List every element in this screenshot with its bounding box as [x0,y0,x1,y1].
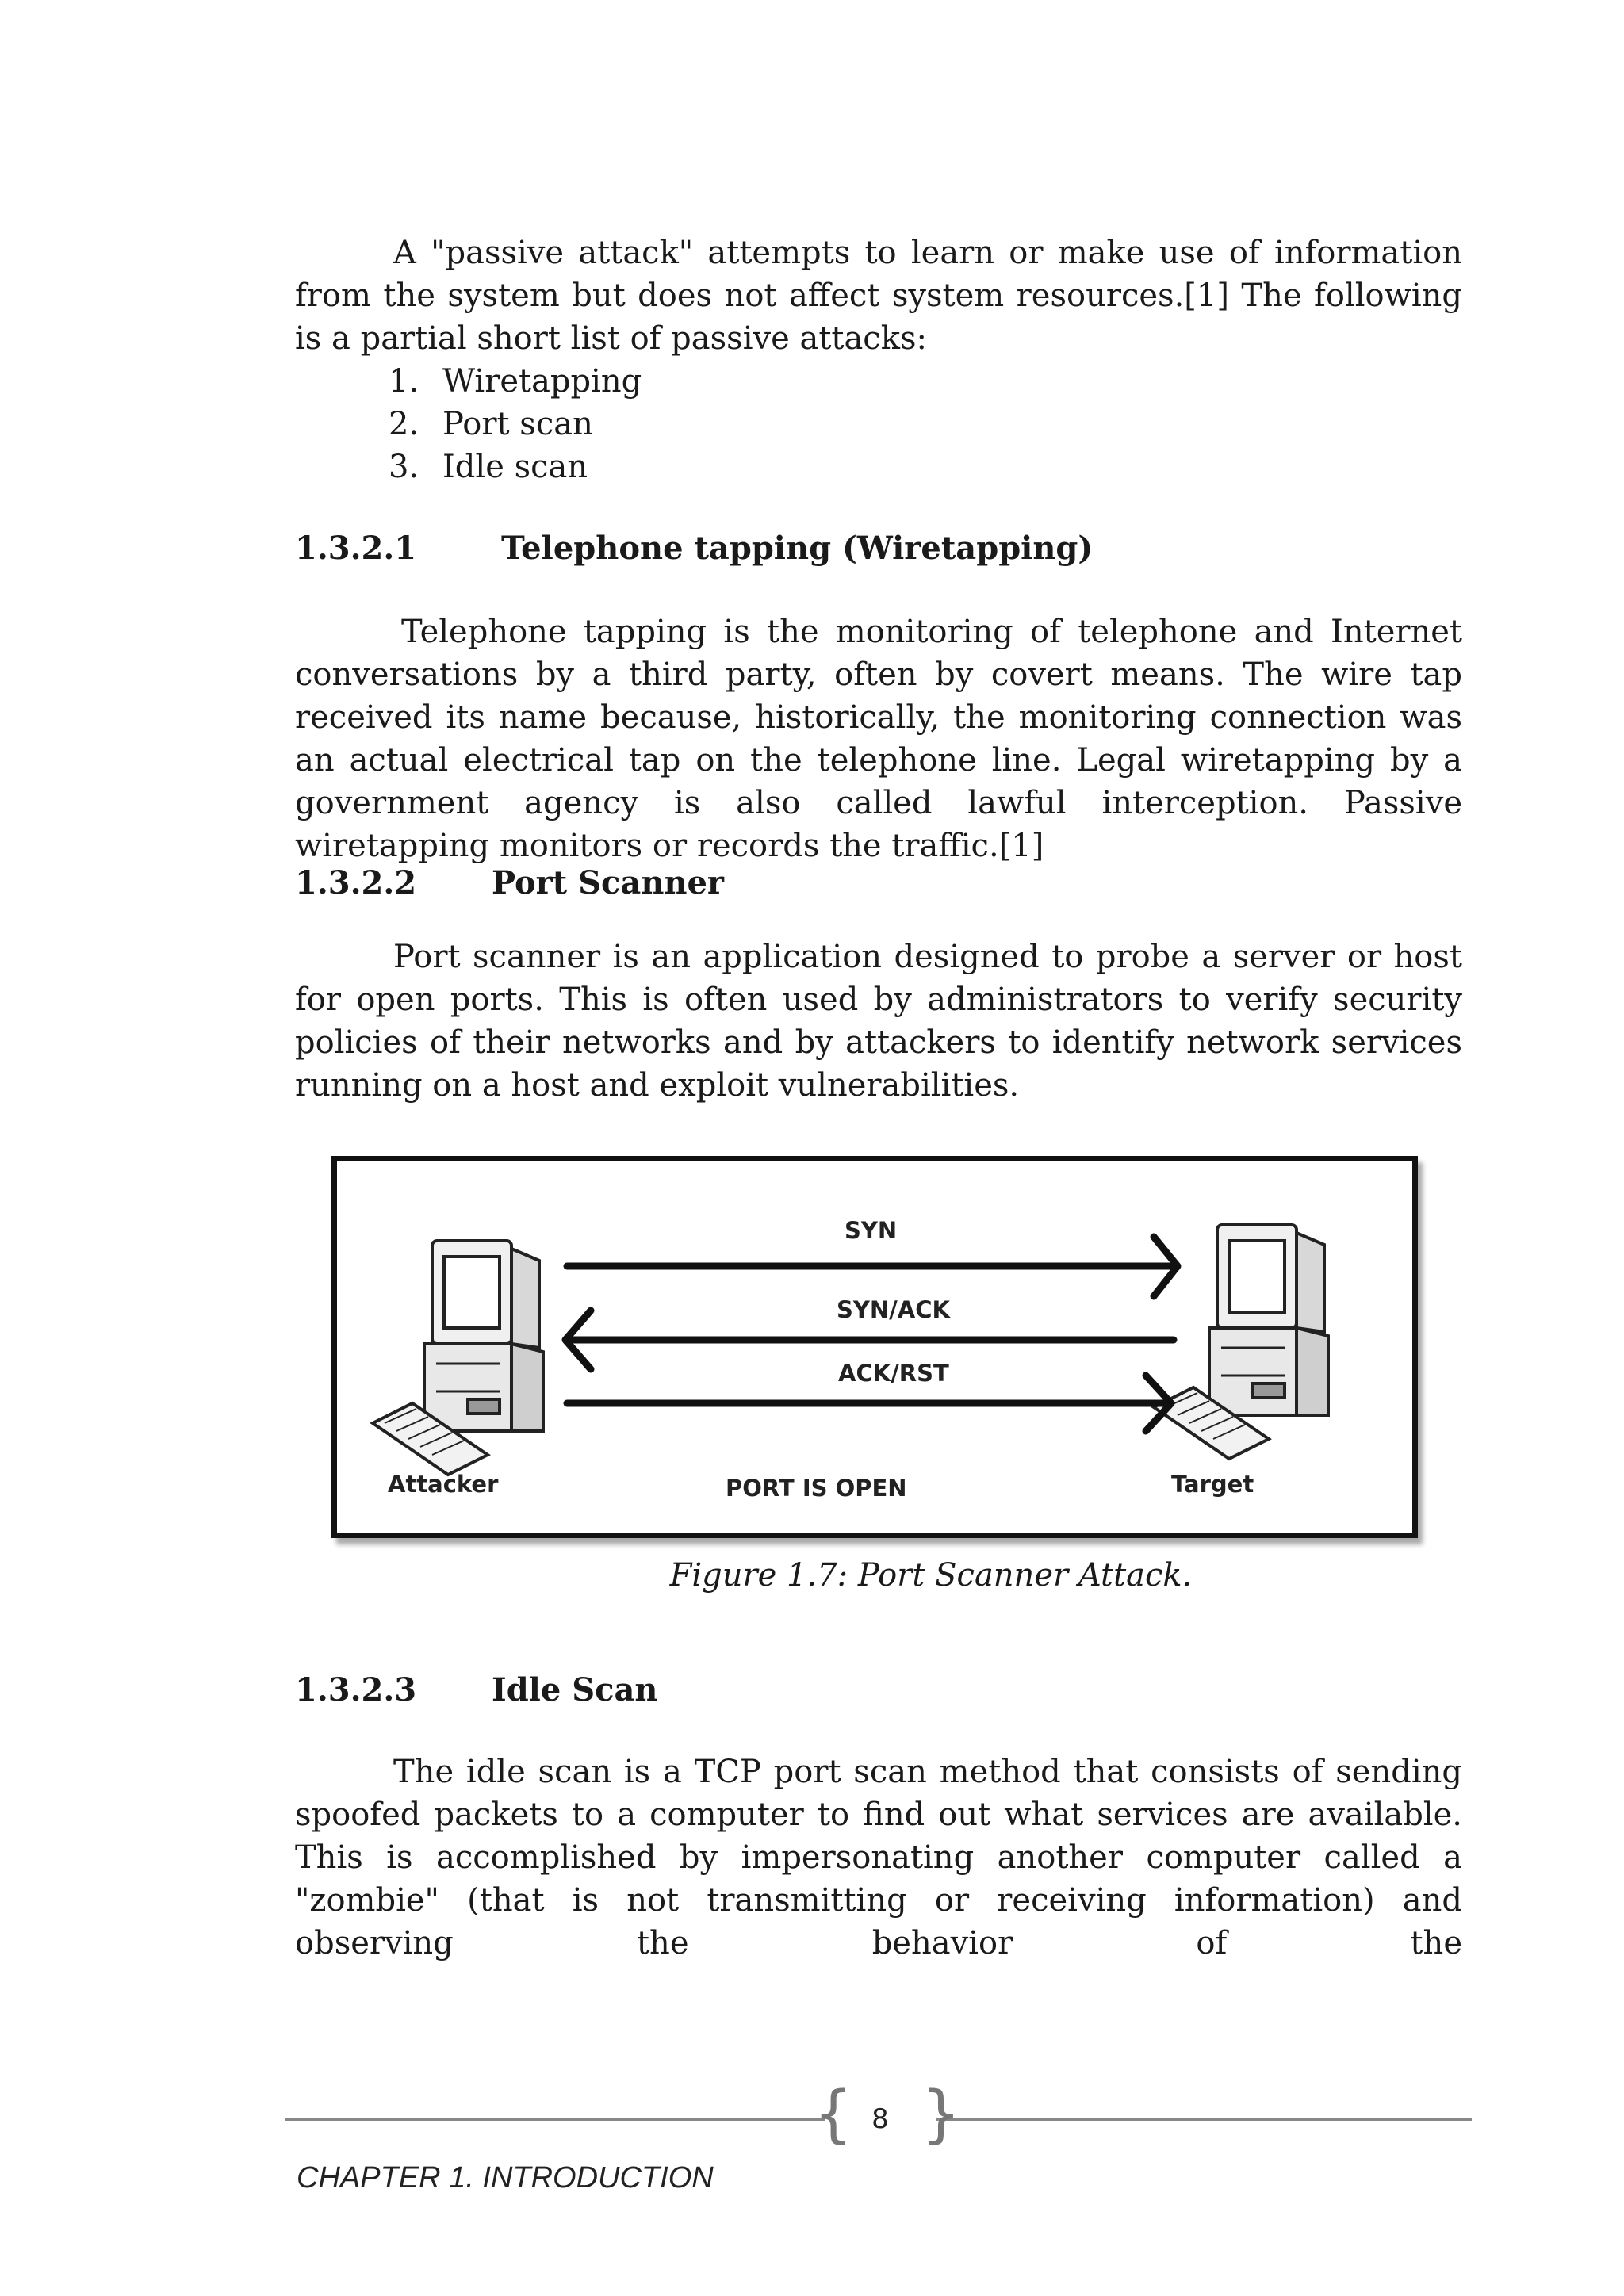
syn-label: SYN [845,1217,898,1244]
list-item-text: Idle scan [442,449,588,485]
section-body-wiretapping [295,610,1462,867]
footer-rule-right [936,2118,1472,2121]
section-title: Port Scanner [492,864,725,901]
page-number: 8 [871,2103,889,2135]
list-item [389,446,642,488]
intro-block [295,232,1462,360]
section-title: Telephone tapping (Wiretapping) [501,530,1094,567]
section-heading-wiretapping [295,530,1093,567]
target-computer-icon [1154,1225,1328,1459]
list-item-number: 1. [389,363,419,400]
chapter-footer: CHAPTER 1. INTRODUCTION [297,2161,714,2195]
ackrst-label: ACK/RST [838,1360,949,1387]
section-heading-port-scanner [295,864,724,901]
figure-caption: Figure 1.7: Port Scanner Attack. [669,1557,1193,1594]
section-number: 1.3.2.3 [295,1671,417,1709]
section-heading-idle-scan [295,1671,658,1709]
attacker-label: Attacker [388,1471,499,1498]
footer-rule-left [285,2118,825,2121]
section-paragraph: The idle scan is a TCP port scan method that consists of sending spoofed packets to a computer to find out what services are available. This is accomplished by impersonating another computer called a "zombie" (that is not transmitting or receiving information) and observing the behavior of the [295,1754,1462,1961]
section-paragraph: Telephone tapping is the monitoring of telephone and Internet conversations by a third party, often by covert means. The wire tap received its name because, historically, the monitoring connection was an actual electrical tap on the telephone line. Legal wiretapping by a government agency is also called lawful interception. Passive wiretapping monitors or records the traffic.[1] [295,614,1462,864]
section-number: 1.3.2.2 [295,864,417,901]
left-brace-icon: { [814,2079,853,2150]
syn-arrow [567,1237,1178,1296]
port-status-label: PORT IS OPEN [726,1475,907,1502]
list-item-number: 3. [389,449,419,485]
passive-attacks-list [389,360,642,488]
intro-paragraph: A "passive attack" attempts to learn or make use of information from the system but does not affect system resources.[1] The following is a partial short list of passive attacks: [295,235,1462,357]
section-number: 1.3.2.1 [295,530,417,567]
attacker-computer-icon [373,1241,543,1475]
list-item [389,403,642,446]
list-item-text: Wiretapping [442,363,642,400]
list-item [389,360,642,403]
port-scanner-figure [331,1156,1418,1538]
list-item-number: 2. [389,406,419,442]
list-item-text: Port scan [442,406,593,442]
synack-label: SYN/ACK [837,1296,950,1323]
section-paragraph: Port scanner is an application designed to probe a server or host for open ports. This is often used by administrators to verify security policies of their networks and by attackers to identify network services running on a host and exploit vulnerabilities. [295,939,1462,1104]
section-title: Idle Scan [492,1671,658,1709]
right-brace-icon: } [921,2079,961,2150]
section-body-port-scanner [295,936,1462,1107]
target-label: Target [1171,1471,1254,1498]
section-body-idle-scan [295,1751,1462,1965]
